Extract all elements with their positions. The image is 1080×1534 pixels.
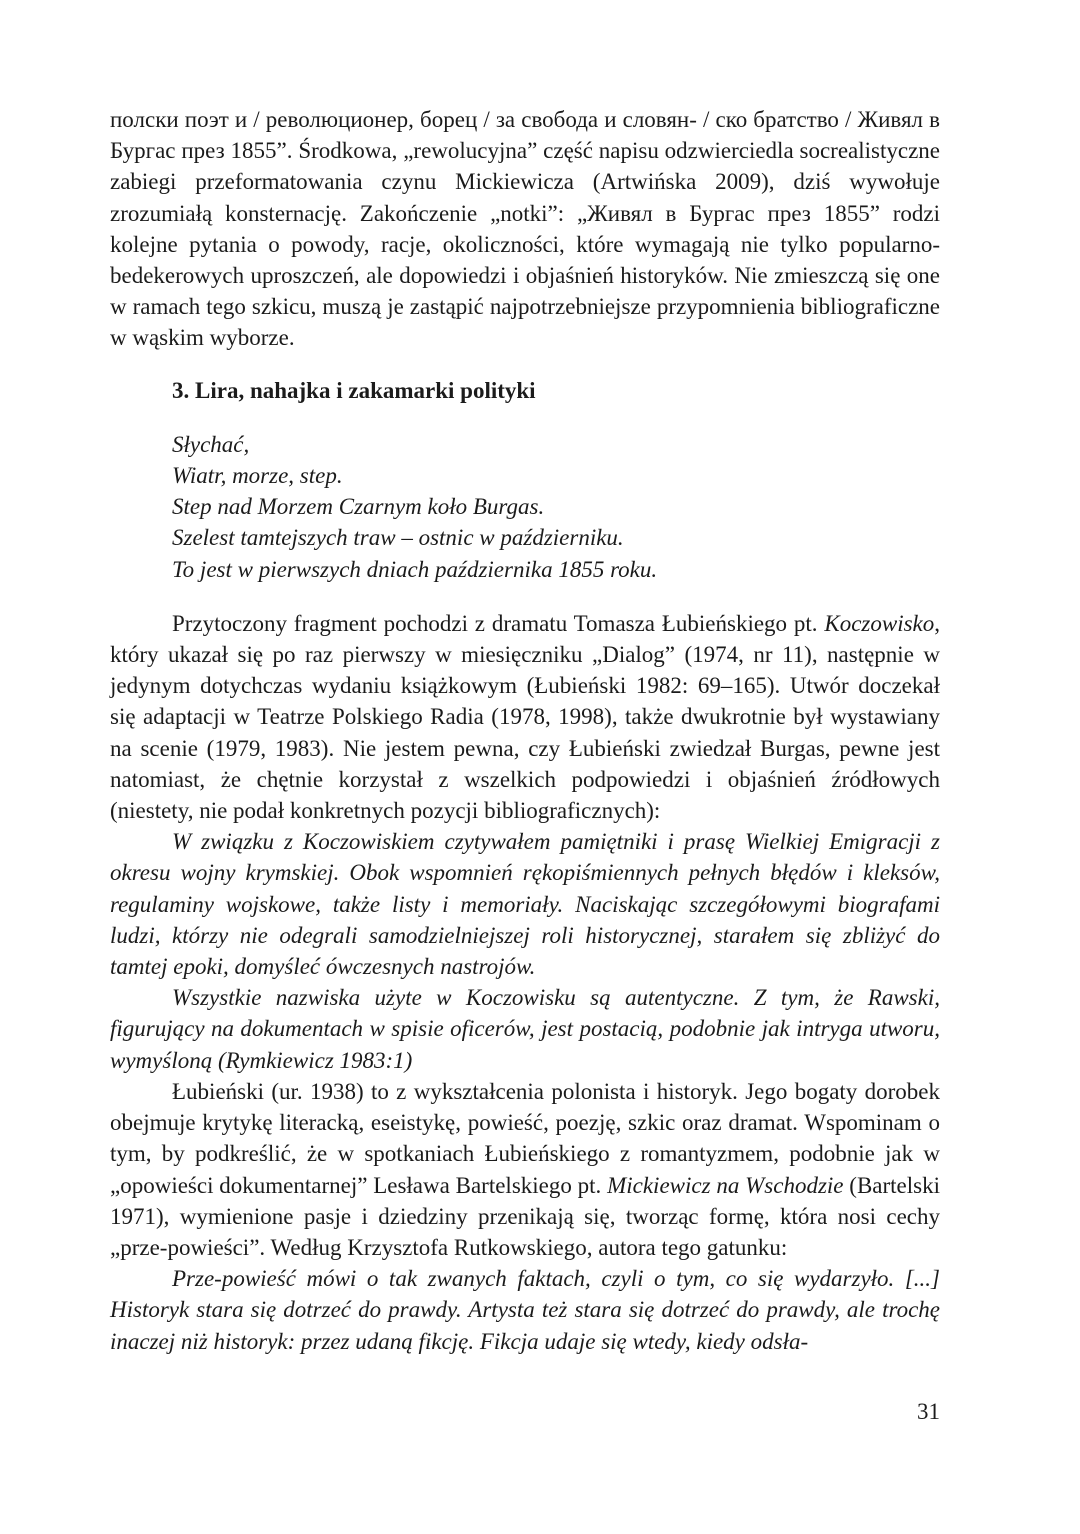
section-heading: 3. Lira, nahajka i zakamarki polityki [172, 377, 536, 403]
paragraph-text: Przytoczony fragment pochodzi z dramatu Tomasza Łubieńskiego pt. [172, 610, 825, 636]
poem-line: Step nad Morzem Czarnym koło Burgas. [172, 494, 545, 520]
poem-line: To jest w pierwszych dniach października 1855 roku. [172, 556, 658, 582]
paragraph-continuation: полски поэт и / революционер, борец / за свобода и словян- / ско братство / Живял в Бургас през 1855”. Środkowa, „rewolucyjna” część napisu odzwierciedla socrealistyczne zabiegi przeformatowania czynu Mickiewicza (Artwińska 2009), dziś wywołuje zrozumiałą konsternację. Zakończenie „notki”: „Живял в Бургас през 1855” rodzi kolejne pytania o powody, racje, okoliczności, które wymagają nie tylko popularno-bedekerowych uproszczeń, ale dopowiedzi i objaśnień historyków. Nie zmieszczą się one w ramach tego szkicu, muszą je zastąpić najpotrzebniejsze przypomnienia bibliograficzne w wąskim wyborze. [110, 107, 940, 351]
work-title: Koczowisko [824, 610, 935, 636]
block-quote-paragraph: Wszystkie nazwiska użyte w Koczowisku są autentyczne. Z tym, że Rawski, figurujący na dokumentach w spisie oficerów, jest postacią, podobnie jak intryga utworu, wymyśloną (Rymkiewicz 1983:1) [110, 985, 940, 1073]
paragraph-text: Łubieński (ur. 1938) to z wykształcenia polonista i historyk. Jego bogaty dorobek obejmuje krytykę literacką, eseistykę, powieść, poezję, szkic oraz dramat. Wspominam o tym, by podkreślić, że w spotkaniach Łubieńskiego z romantyzmem, podobnie jak w „opowieści dokumentarnej” Lesława Bartelskiego pt. [110, 1078, 940, 1198]
work-title: Mickiewicz na Wschodzie [607, 1172, 844, 1198]
paragraph [110, 608, 940, 826]
paragraph-text: , który ukazał się po raz pierwszy w miesięczniku „Dialog” (1974, nr 11), następnie w jedynym dotychczas wydaniu książkowym (Łubieński 1982: 69–165). Utwór doczekał się adaptacji w Teatrze Polskiego Radia (1978, 1998), także dwukrotnie był wystawiany na scenie (1979, 1983). Nie jestem pewna, czy Łubieński zwiedzał Burgas, pewne jest natomiast, że chętnie korzystał z wszelkich podpowiedzi i objaśnień źródłowych (niestety, nie podał konkretnych pozycji bibliograficznych): [110, 610, 940, 824]
paragraph-text: (Bartelski 1971), wymienione pasje i dziedziny przenikają się, tworząc formę, która nosi cechy „prze-powieści”. Według Krzysztofa Rutkowskiego, autora tego gatunku: [110, 1172, 940, 1260]
poem-line: Szelest tamtejszych traw – ostnic w październiku. [172, 525, 624, 551]
poem-line: Słychać, [172, 431, 250, 457]
poem-quote [172, 429, 940, 585]
paragraph [110, 1076, 940, 1263]
poem-line: Wiatr, morze, step. [172, 463, 343, 489]
page-number: 31 [917, 1399, 940, 1424]
block-quote-paragraph: Prze-powieść mówi o tak zwanych faktach, czyli o tym, co się wydarzyło. [...] Historyk stara się dotrzeć do prawdy. Artysta też stara się dotrzeć do prawdy, ale trochę inaczej niż historyk: przez udaną fikcję. Fikcja udaje się wtedy, kiedy odsła- [110, 1266, 940, 1354]
block-quote-paragraph: W związku z Koczowiskiem czytywałem pamiętniki i prasę Wielkiej Emigracji z okresu wojny krymskiej. Obok wspomnień rękopiśmiennych pełnych błędów i kleksów, regulaminy wojskowe, także listy i memoriały. Naciskając szczegółowymi biografami ludzi, którzy nie odegrali samodzielniejszej roli historycznej, starałem się zbliżyć do tamtej epoki, domyśleć ówczesnych nastrojów. [110, 829, 940, 980]
